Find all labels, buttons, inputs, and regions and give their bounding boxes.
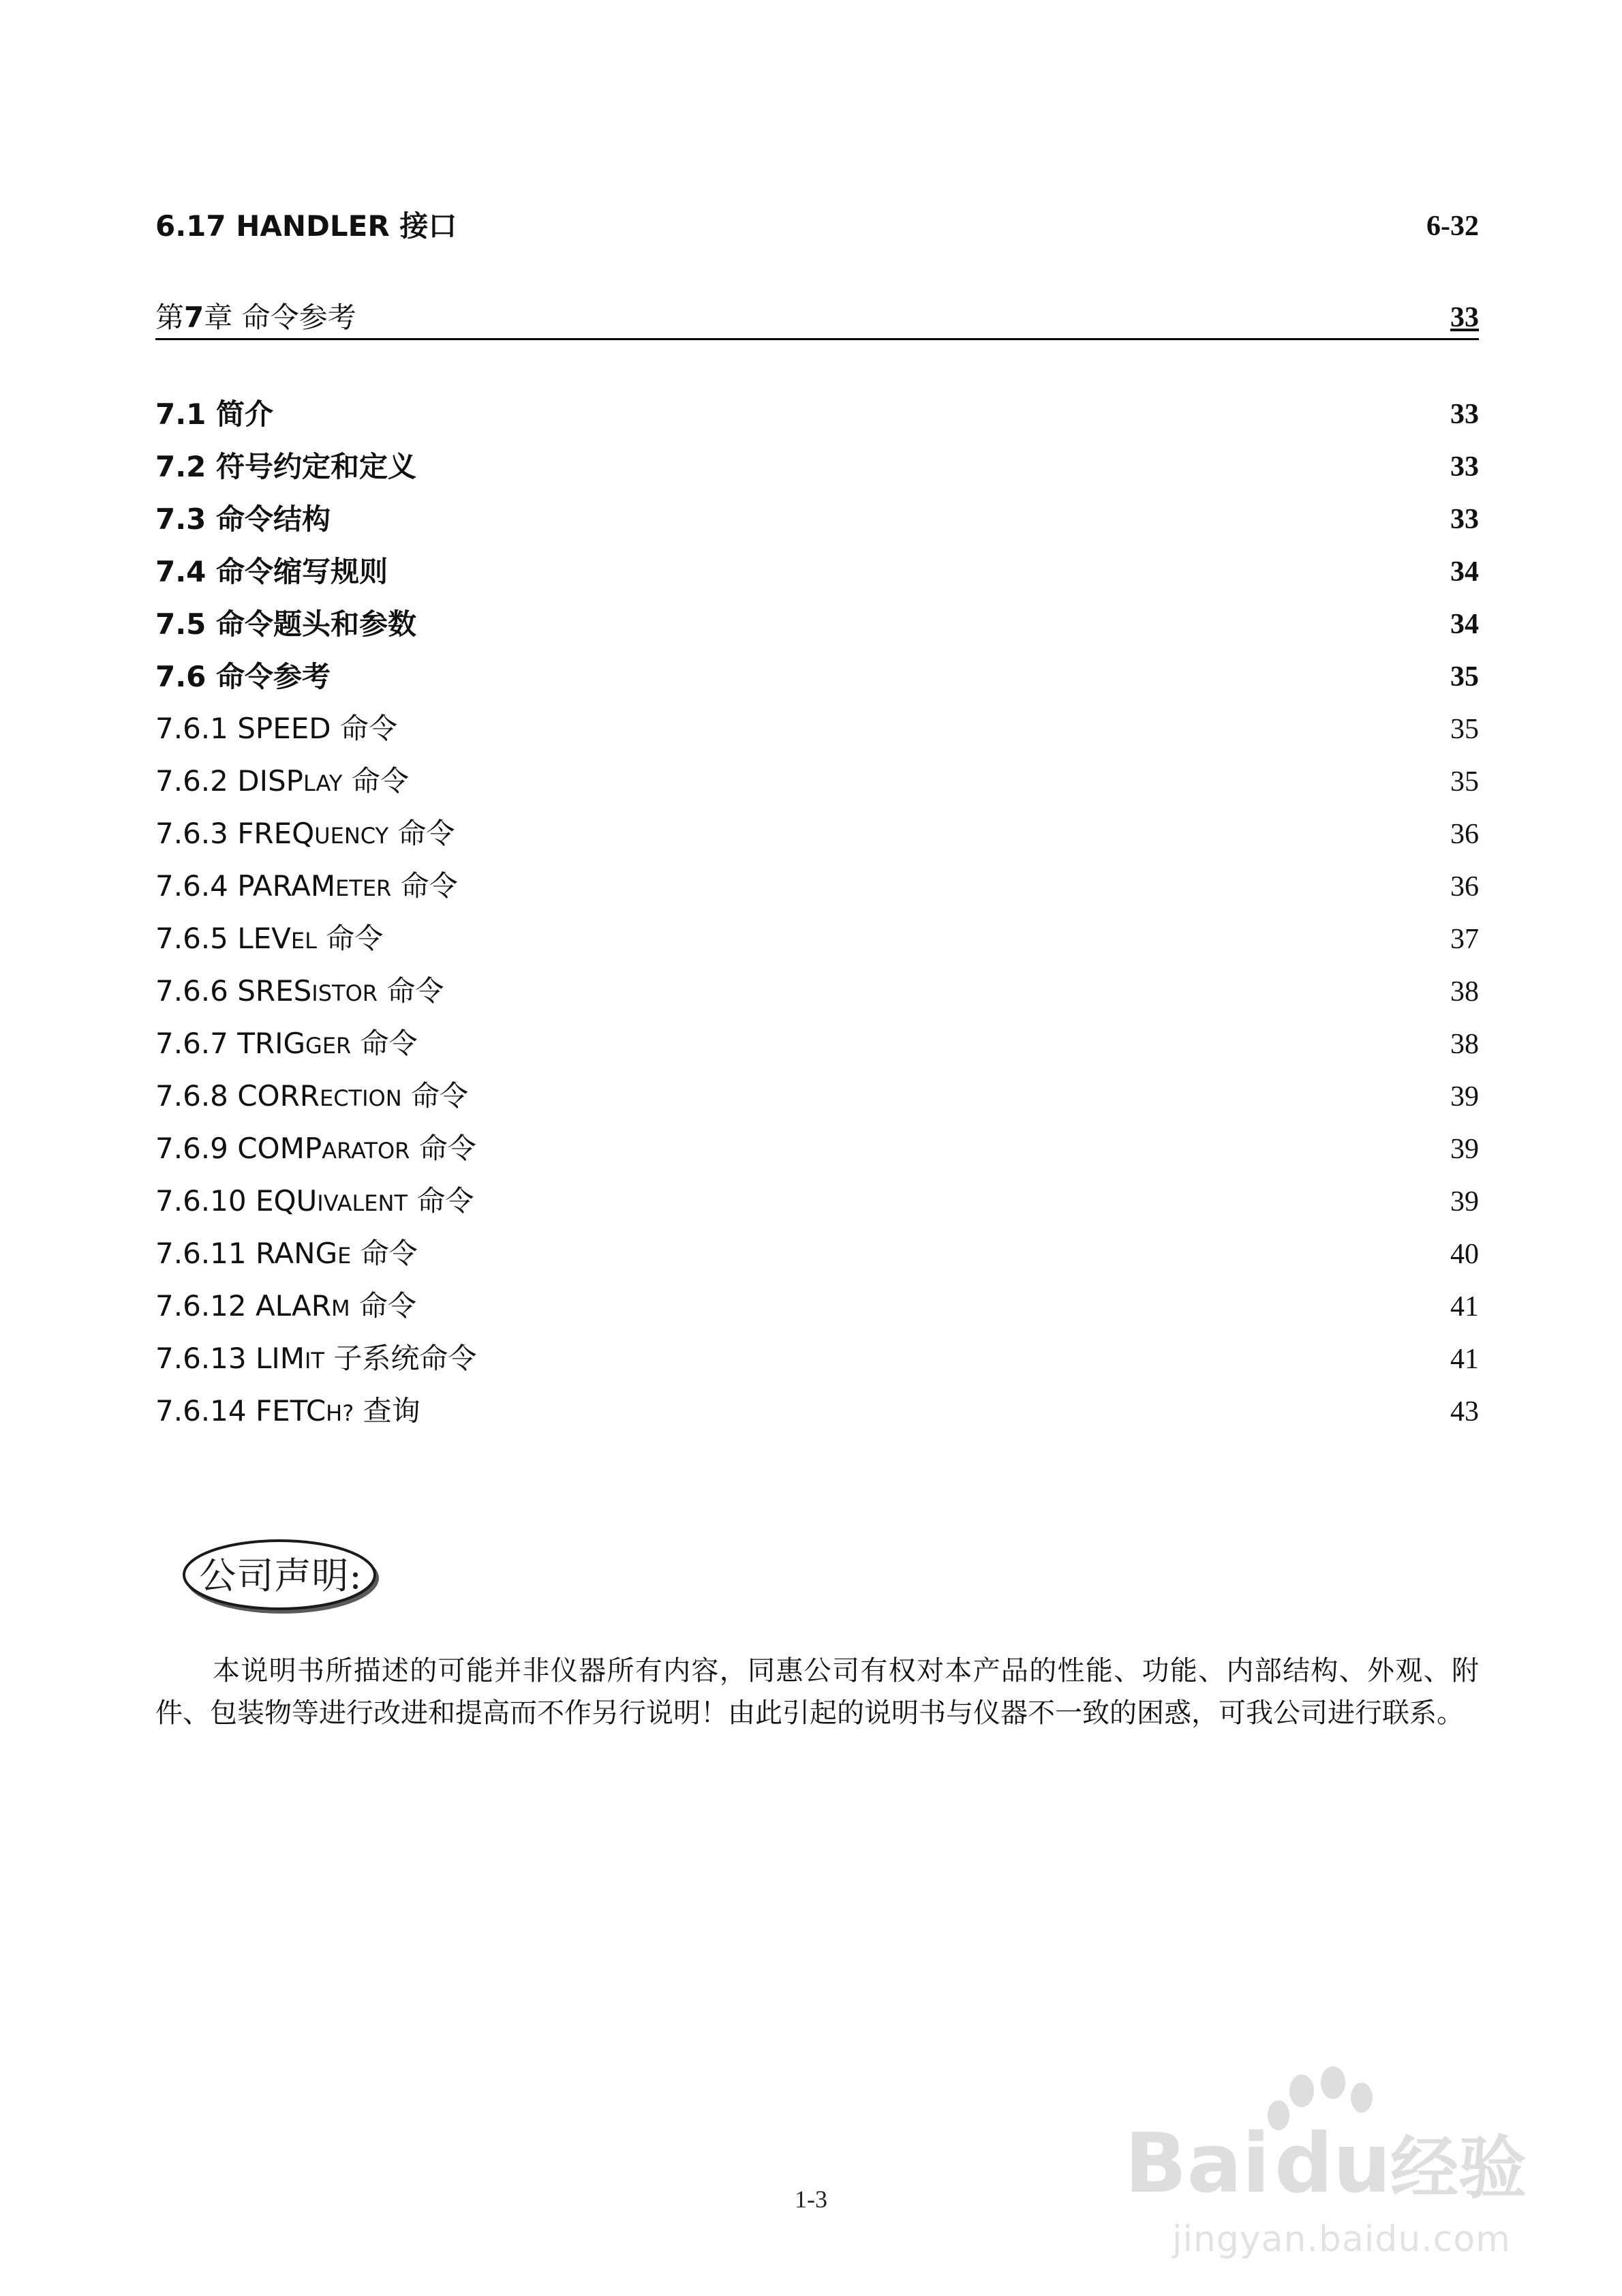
cmd-lower: GER <box>305 1032 352 1059</box>
cmd-lower: UENCY <box>314 822 389 849</box>
toc-entry-label <box>155 971 444 1014</box>
toc-entry-label: 7.4 命令缩写规则 <box>155 555 388 588</box>
toc-entry-7-6-10[interactable] <box>155 1181 1479 1222</box>
toc-entry-page: 33 <box>1450 451 1479 483</box>
svg-text:du: du <box>1274 2117 1392 2211</box>
toc-entry-label <box>155 1233 418 1276</box>
baidu-watermark <box>1118 2062 1554 2267</box>
baidu-paw-logo-icon <box>1118 2062 1554 2219</box>
cmd-lower: ISTOR <box>311 980 378 1006</box>
toc-entry-label <box>155 708 397 751</box>
toc-entry-page: 41 <box>1450 1291 1479 1323</box>
toc-entry-7-6-2[interactable] <box>155 761 1479 802</box>
toc-entry-label <box>155 1076 468 1119</box>
toc-entry-page: 38 <box>1450 976 1479 1008</box>
toc-entry-handler[interactable] <box>155 206 1479 247</box>
toc-entry-7-6-5[interactable] <box>155 919 1479 960</box>
toc-entry-page: 34 <box>1450 556 1479 588</box>
toc-entry-id: 7.6.14 <box>155 1393 247 1428</box>
cmd-upper: RANG <box>255 1236 338 1270</box>
toc-entry-page: 36 <box>1450 819 1479 850</box>
cmd-upper: SRES <box>237 973 312 1008</box>
toc-entry-7-6-8[interactable] <box>155 1076 1479 1117</box>
toc-entry-id: 7.6.9 <box>155 1131 228 1165</box>
toc-entry-page: 39 <box>1450 1081 1479 1113</box>
notice-badge <box>179 1535 383 1617</box>
toc-entry-7-6[interactable] <box>155 656 1479 697</box>
toc-entry-7-6-3[interactable] <box>155 814 1479 855</box>
cmd-lower: ARATOR <box>322 1137 410 1164</box>
cmd-upper: SPEED <box>237 711 331 745</box>
chapter-label <box>155 297 356 338</box>
cmd-suffix: 命令 <box>331 711 397 745</box>
cmd-suffix: 命令 <box>401 1078 469 1113</box>
cmd-suffix: 命令 <box>351 1236 418 1270</box>
toc-entry-page: 39 <box>1450 1134 1479 1165</box>
cmd-suffix: 命令 <box>342 764 409 798</box>
cmd-upper: FREQ <box>237 816 315 850</box>
chapter-suffix: 章 命令参考 <box>204 301 356 334</box>
cmd-lower: M <box>331 1295 350 1321</box>
cmd-suffix: 命令 <box>350 1288 416 1323</box>
toc-entry-page: 40 <box>1450 1239 1479 1270</box>
toc-entry-page: 35 <box>1450 714 1479 745</box>
watermark-url: jingyan.baidu.com <box>1172 2219 1511 2260</box>
toc-entry-page: 35 <box>1450 661 1479 693</box>
toc-entry-id: 7.6.1 <box>155 711 228 745</box>
toc-entry-label <box>155 1391 420 1434</box>
cmd-upper: FETC <box>255 1393 326 1428</box>
cmd-lower: H? <box>326 1400 354 1426</box>
toc-entry-label <box>155 1338 476 1381</box>
toc-entry-7-6-6[interactable] <box>155 971 1479 1012</box>
toc-entry-page: 39 <box>1450 1186 1479 1218</box>
toc-entry-page: 43 <box>1450 1396 1479 1428</box>
cmd-lower: IVALENT <box>317 1190 408 1216</box>
toc-entry-7-2[interactable] <box>155 447 1479 487</box>
toc-entry-page: 36 <box>1450 871 1479 903</box>
toc-entry-page: 41 <box>1450 1344 1479 1375</box>
toc-entry-page: 38 <box>1450 1029 1479 1060</box>
toc-entry-page: 33 <box>1450 399 1479 430</box>
cmd-lower: ETER <box>335 875 392 901</box>
toc-entry-page: 37 <box>1450 924 1479 955</box>
toc-entry-7-6-4[interactable] <box>155 866 1479 907</box>
chapter-number: 7 <box>184 301 204 334</box>
toc-entry-label <box>155 761 409 804</box>
notice-title: 公司声明: <box>199 1554 363 1597</box>
cmd-lower: E <box>337 1242 352 1269</box>
toc-entry-id: 7.6.11 <box>155 1236 247 1270</box>
cmd-upper: COMP <box>237 1131 322 1165</box>
toc-entry-label <box>155 918 383 961</box>
toc-entry-label <box>155 1023 418 1066</box>
toc-entry-label <box>155 866 458 909</box>
toc-entry-id: 7.6.12 <box>155 1288 247 1323</box>
cmd-upper: ALAR <box>255 1288 331 1323</box>
toc-entry-label: 7.5 命令题头和参数 <box>155 607 417 641</box>
page-number: 1-3 <box>795 2186 827 2213</box>
cmd-suffix: 命令 <box>410 1131 476 1165</box>
toc-entry-id: 7.6.13 <box>155 1341 247 1375</box>
toc-entry-label <box>155 1128 476 1171</box>
cmd-lower: LAY <box>303 770 343 796</box>
notice-body: 本说明书所描述的可能并非仪器所有内容，同惠公司有权对本产品的性能、功能、内部结构、外观、附件、包装物等进行改进和提高而不作另行说明！由此引起的说明书与仪器不一致的困惑，可我公司进行联系。 <box>155 1655 1479 1729</box>
cmd-suffix: 命令 <box>316 921 384 955</box>
toc-entry-id: 7.6.10 <box>155 1183 247 1218</box>
toc-entry-id: 7.6.4 <box>155 868 228 903</box>
toc-entry-7-6-12[interactable] <box>155 1286 1479 1327</box>
cmd-lower: IT <box>304 1347 324 1374</box>
cmd-suffix: 命令 <box>391 868 458 903</box>
toc-entry-id: 7.6.7 <box>155 1026 228 1060</box>
cmd-suffix: 命令 <box>408 1183 474 1218</box>
toc-entry-page: 6-32 <box>1426 211 1479 242</box>
cmd-upper: EQU <box>255 1183 318 1218</box>
cmd-suffix: 命令 <box>388 816 455 850</box>
toc-entry-7-5[interactable] <box>155 604 1479 645</box>
toc-entry-7-6-1[interactable] <box>155 709 1479 750</box>
toc-entry-label <box>155 1286 416 1329</box>
cmd-upper: LIM <box>255 1341 305 1375</box>
cmd-suffix: 命令 <box>378 973 444 1008</box>
cmd-suffix: 子系统命令 <box>324 1341 477 1375</box>
toc-entry-7-6-7[interactable] <box>155 1024 1479 1065</box>
toc-entry-id: 7.6.3 <box>155 816 228 850</box>
toc-entry-7-1[interactable] <box>155 394 1479 435</box>
toc-chapter-7[interactable] <box>155 297 1479 340</box>
cmd-upper: LEV <box>237 921 291 955</box>
toc-entry-id: 7.6.6 <box>155 973 228 1008</box>
toc-entry-label: 7.2 符号约定和定义 <box>155 450 417 483</box>
toc-entry-page: 35 <box>1450 766 1479 798</box>
toc-entry-label <box>155 1181 474 1224</box>
cmd-lower: EL <box>290 927 317 954</box>
cmd-upper: DISP <box>237 764 303 798</box>
cmd-lower: ECTION <box>319 1085 402 1111</box>
chapter-page: 33 <box>1450 302 1479 333</box>
toc-entry-label: 7.6 命令参考 <box>155 660 331 693</box>
toc-entry-7-4[interactable] <box>155 552 1479 592</box>
toc-entry-7-6-14[interactable] <box>155 1391 1479 1432</box>
toc-entry-label: 7.1 简介 <box>155 397 274 431</box>
toc-entry-7-3[interactable] <box>155 499 1479 540</box>
cmd-suffix: 查询 <box>354 1393 420 1428</box>
toc-entry-label <box>155 813 455 856</box>
toc-entry-id: 7.6.8 <box>155 1078 228 1113</box>
svg-text:经验: 经验 <box>1390 2128 1527 2208</box>
cmd-upper: TRIG <box>237 1026 306 1060</box>
toc-entry-page: 33 <box>1450 504 1479 535</box>
toc-entry-id: 7.6.5 <box>155 921 228 955</box>
chapter-prefix: 第 <box>155 301 185 334</box>
toc-entry-id: 7.6.2 <box>155 764 228 798</box>
toc-entry-7-6-13[interactable] <box>155 1339 1479 1380</box>
cmd-upper: CORR <box>237 1078 320 1113</box>
toc-entry-label: 6.17 HANDLER 接口 <box>155 209 457 243</box>
svg-text:Bai: Bai <box>1124 2117 1270 2211</box>
cmd-suffix: 命令 <box>351 1026 418 1060</box>
cmd-upper: PARAM <box>237 868 336 903</box>
toc-entry-7-6-9[interactable] <box>155 1129 1479 1170</box>
toc-entry-page: 34 <box>1450 609 1479 640</box>
toc-entry-label: 7.3 命令结构 <box>155 502 331 536</box>
toc-entry-7-6-11[interactable] <box>155 1234 1479 1275</box>
